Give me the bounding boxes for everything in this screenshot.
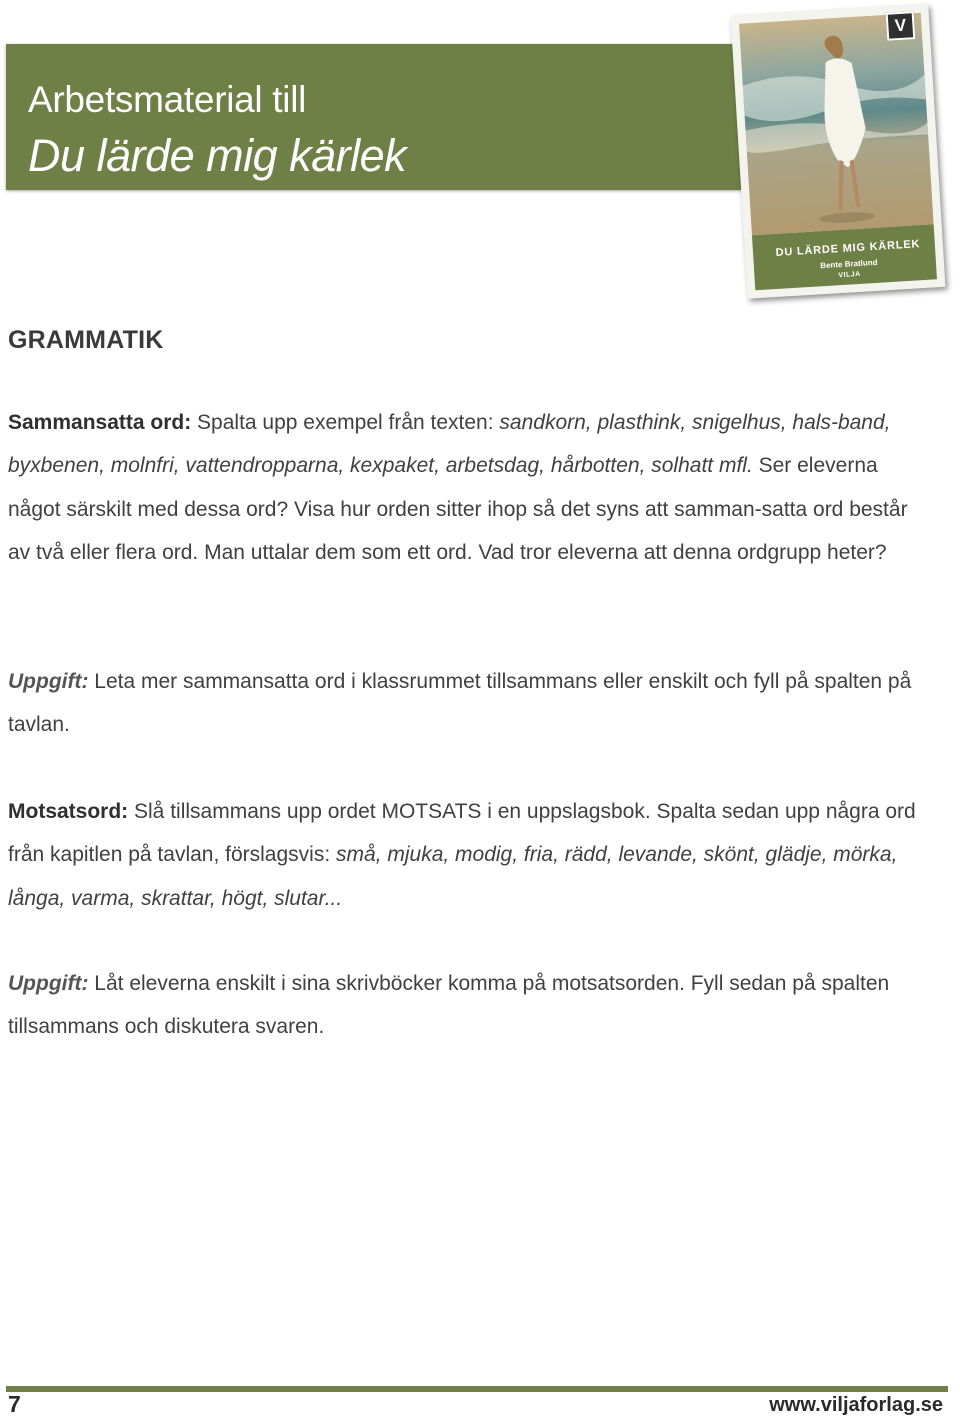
footer-rule — [6, 1386, 948, 1392]
paragraph-label: Motsatsord: — [8, 800, 129, 823]
paragraph-uppgift-1 — [8, 660, 933, 747]
paragraph-motsatsord — [8, 790, 933, 920]
example-words: sandkorn, plasthink, snigelhus, hals-band, byxbenen, molnfri, vattendropparna, kexpaket, arbetsdag, hårbotten, solhatt mfl. — [8, 411, 891, 478]
paragraph-intro: Spalta upp exempel från texten: — [191, 411, 500, 434]
paragraph-text: Ser eleverna något särskilt med dessa ord? Visa hur orden sitter ihop så det syns att samman-satta ord består av två eller flera ord. Man uttalar dem som ett ord. Vad tror eleverna att denna ordgrupp heter? — [8, 454, 908, 564]
publisher-logo: V — [886, 11, 916, 41]
example-words: små, mjuka, modig, fria, rädd, levande, skönt, glädje, mörka, långa, varma, skrattar, högt, slutar... — [8, 843, 898, 910]
book-cover-image — [731, 4, 946, 299]
section-heading: GRAMMATIK — [8, 326, 164, 354]
paragraph-text: Låt eleverna enskilt i sina skrivböcker komma på motsatsorden. Fyll sedan på spalten tillsammans och diskutera svaren. — [8, 972, 890, 1039]
paragraph-label: Sammansatta ord: — [8, 411, 192, 434]
paragraph-label: Uppgift: — [8, 670, 89, 693]
website-url: www.viljaforlag.se — [769, 1394, 943, 1416]
page-number: 7 — [8, 1391, 21, 1417]
header-title: Arbetsmaterial till — [28, 79, 307, 120]
paragraph-intro: Slå tillsammans upp ordet MOTSATS i en uppslagsbok. Spalta sedan upp några ord från kapitlen på tavlan, förslagsvis: — [8, 800, 916, 867]
cover-author: Bente Bratlund — [819, 257, 878, 271]
paragraph-label: Uppgift: — [8, 972, 89, 995]
paragraph-sammansatta-ord — [8, 401, 933, 574]
book-title: Du lärde mig kärlek — [28, 130, 407, 181]
cover-publisher: VILJA — [838, 270, 861, 280]
cover-title: DU LÄRDE MIG KÄRLEK — [775, 238, 921, 259]
paragraph-uppgift-2 — [8, 962, 933, 1049]
paragraph-text: Leta mer sammansatta ord i klassrummet tillsammans eller enskilt och fyll på spalten på tavlan. — [8, 670, 912, 737]
